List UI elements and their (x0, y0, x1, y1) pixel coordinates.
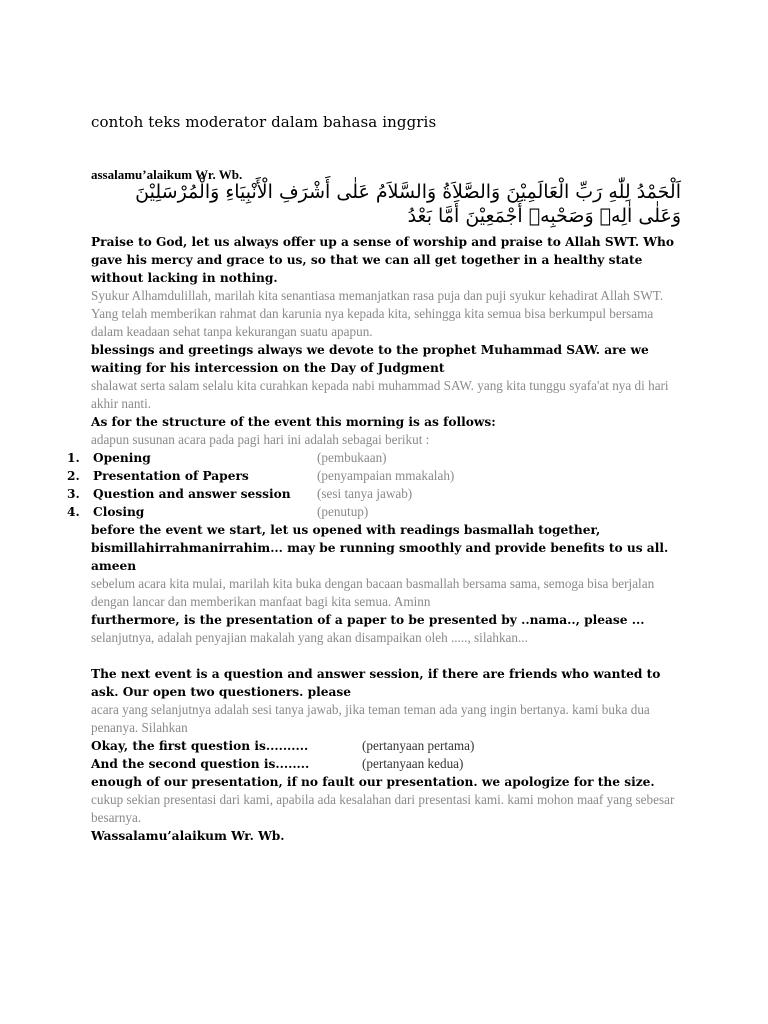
basmallah-english: before the event we start, let us opened with readings basmallah together, bismillahirrahmanirrahim... may be running smoothly and provide benefits to us all. ameen (91, 523, 669, 573)
presentation-english: furthermore, is the presentation of a paper to be presented by ..nama.., please ... (91, 613, 645, 627)
structure-indonesian: adapun susunan acara pada pagi hari ini adalah sebagai berikut : (91, 432, 430, 447)
question-indonesian: (pertanyaan pertama) (362, 738, 475, 753)
agenda-item-english: Closing (93, 505, 145, 519)
agenda-item (67, 485, 681, 503)
agenda-item-indonesian: (pembukaan) (317, 450, 387, 465)
document-title: contoh teks moderator dalam bahasa inggris (91, 113, 437, 131)
agenda-item-indonesian: (penutup) (317, 504, 369, 519)
agenda-item-english: Presentation of Papers (93, 469, 249, 483)
agenda-item-indonesian: (penyampaian mmakalah) (317, 468, 455, 483)
presentation-indonesian: selanjutnya, adalah penyajian makalah yang akan disampaikan oleh ....., silahkan... (91, 630, 528, 645)
basmallah-indonesian: sebelum acara kita mulai, marilah kita buka dengan bacaan basmallah bersama sama, semoga bisa berjalan dengan lancar dan memberikan manfaat bagi kita semua. Aminn (91, 576, 655, 609)
agenda-number: 3. (67, 487, 80, 501)
agenda-number: 4. (67, 505, 80, 519)
agenda-item (67, 449, 681, 467)
blessing-english: blessings and greetings always we devote to the prophet Muhammad SAW. are we waiting for his intercession on the Day of Judgment (91, 343, 649, 375)
apology-english: enough of our presentation, if no fault our presentation. we apologize for the size. (91, 775, 655, 789)
agenda-item-english: Question and answer session (93, 487, 291, 501)
agenda-item (67, 503, 681, 521)
agenda-list (67, 449, 681, 521)
question-english: Okay, the first question is.......... (91, 739, 309, 753)
agenda-item-indonesian: (sesi tanya jawab) (317, 486, 413, 501)
qa-indonesian: acara yang selanjutnya adalah sesi tanya jawab, jika teman teman ada yang ingin bertanya. kami buka dua penanya. Silahkan (91, 702, 650, 735)
apology-indonesian: cukup sekian presentasi dari kami, apabila ada kesalahan dari presentasi kami. kami mohon maaf yang sebesar besarnya. (91, 792, 675, 825)
agenda-number: 1. (67, 451, 80, 465)
agenda-item (67, 467, 681, 485)
praise-english: Praise to God, let us always offer up a sense of worship and praise to Allah SWT. Who gave his mercy and grace to us, so that we can all get together in a healthy state without lacking in nothing. (91, 235, 674, 285)
question-row (91, 755, 681, 773)
structure-english: As for the structure of the event this morning is as follows: (91, 415, 496, 429)
question-indonesian: (pertanyaan kedua) (362, 756, 464, 771)
arabic-prayer: اَلْحَمْدُ لِلّٰهِ رَبِّ الْعَالَمِيْنَ وَالصَّلاَةُ وَالسَّلاَمُ عَلٰى أَشْرَفِ الْأَنْبِيَاءِ وَالْمُرْسَلِيْنَ وَعَلٰى اٰلِهٖ وَصَحْبِهٖ أَجْمَعِيْنَ أَمَّا بَعْدُ (135, 181, 681, 227)
question-row (91, 737, 681, 755)
qa-english: The next event is a question and answer session, if there are friends who wanted to ask. Our open two questioners. please (91, 667, 661, 699)
greeting: assalamu’alaikum Wr. Wb. (91, 167, 243, 182)
closing-greeting: Wassalamu’alaikum Wr. Wb. (91, 829, 285, 843)
praise-indonesian: Syukur Alhamdulillah, marilah kita senantiasa memanjatkan rasa puja dan puji syukur kehadirat Allah SWT. Yang telah memberikan rahmat dan karunia nya kepada kita, sehingga kita semua bisa berkumpul bersama dalam keadaan sehat tanpa kekurangan suatu apapun. (91, 288, 664, 339)
agenda-item-english: Opening (93, 451, 151, 465)
question-english: And the second question is........ (91, 757, 310, 771)
spacer (91, 647, 681, 665)
document-body (67, 233, 681, 845)
blessing-indonesian: shalawat serta salam selalu kita curahkan kepada nabi muhammad SAW. yang kita tunggu syafa'at nya di hari akhir nanti. (91, 378, 669, 411)
agenda-number: 2. (67, 469, 80, 483)
